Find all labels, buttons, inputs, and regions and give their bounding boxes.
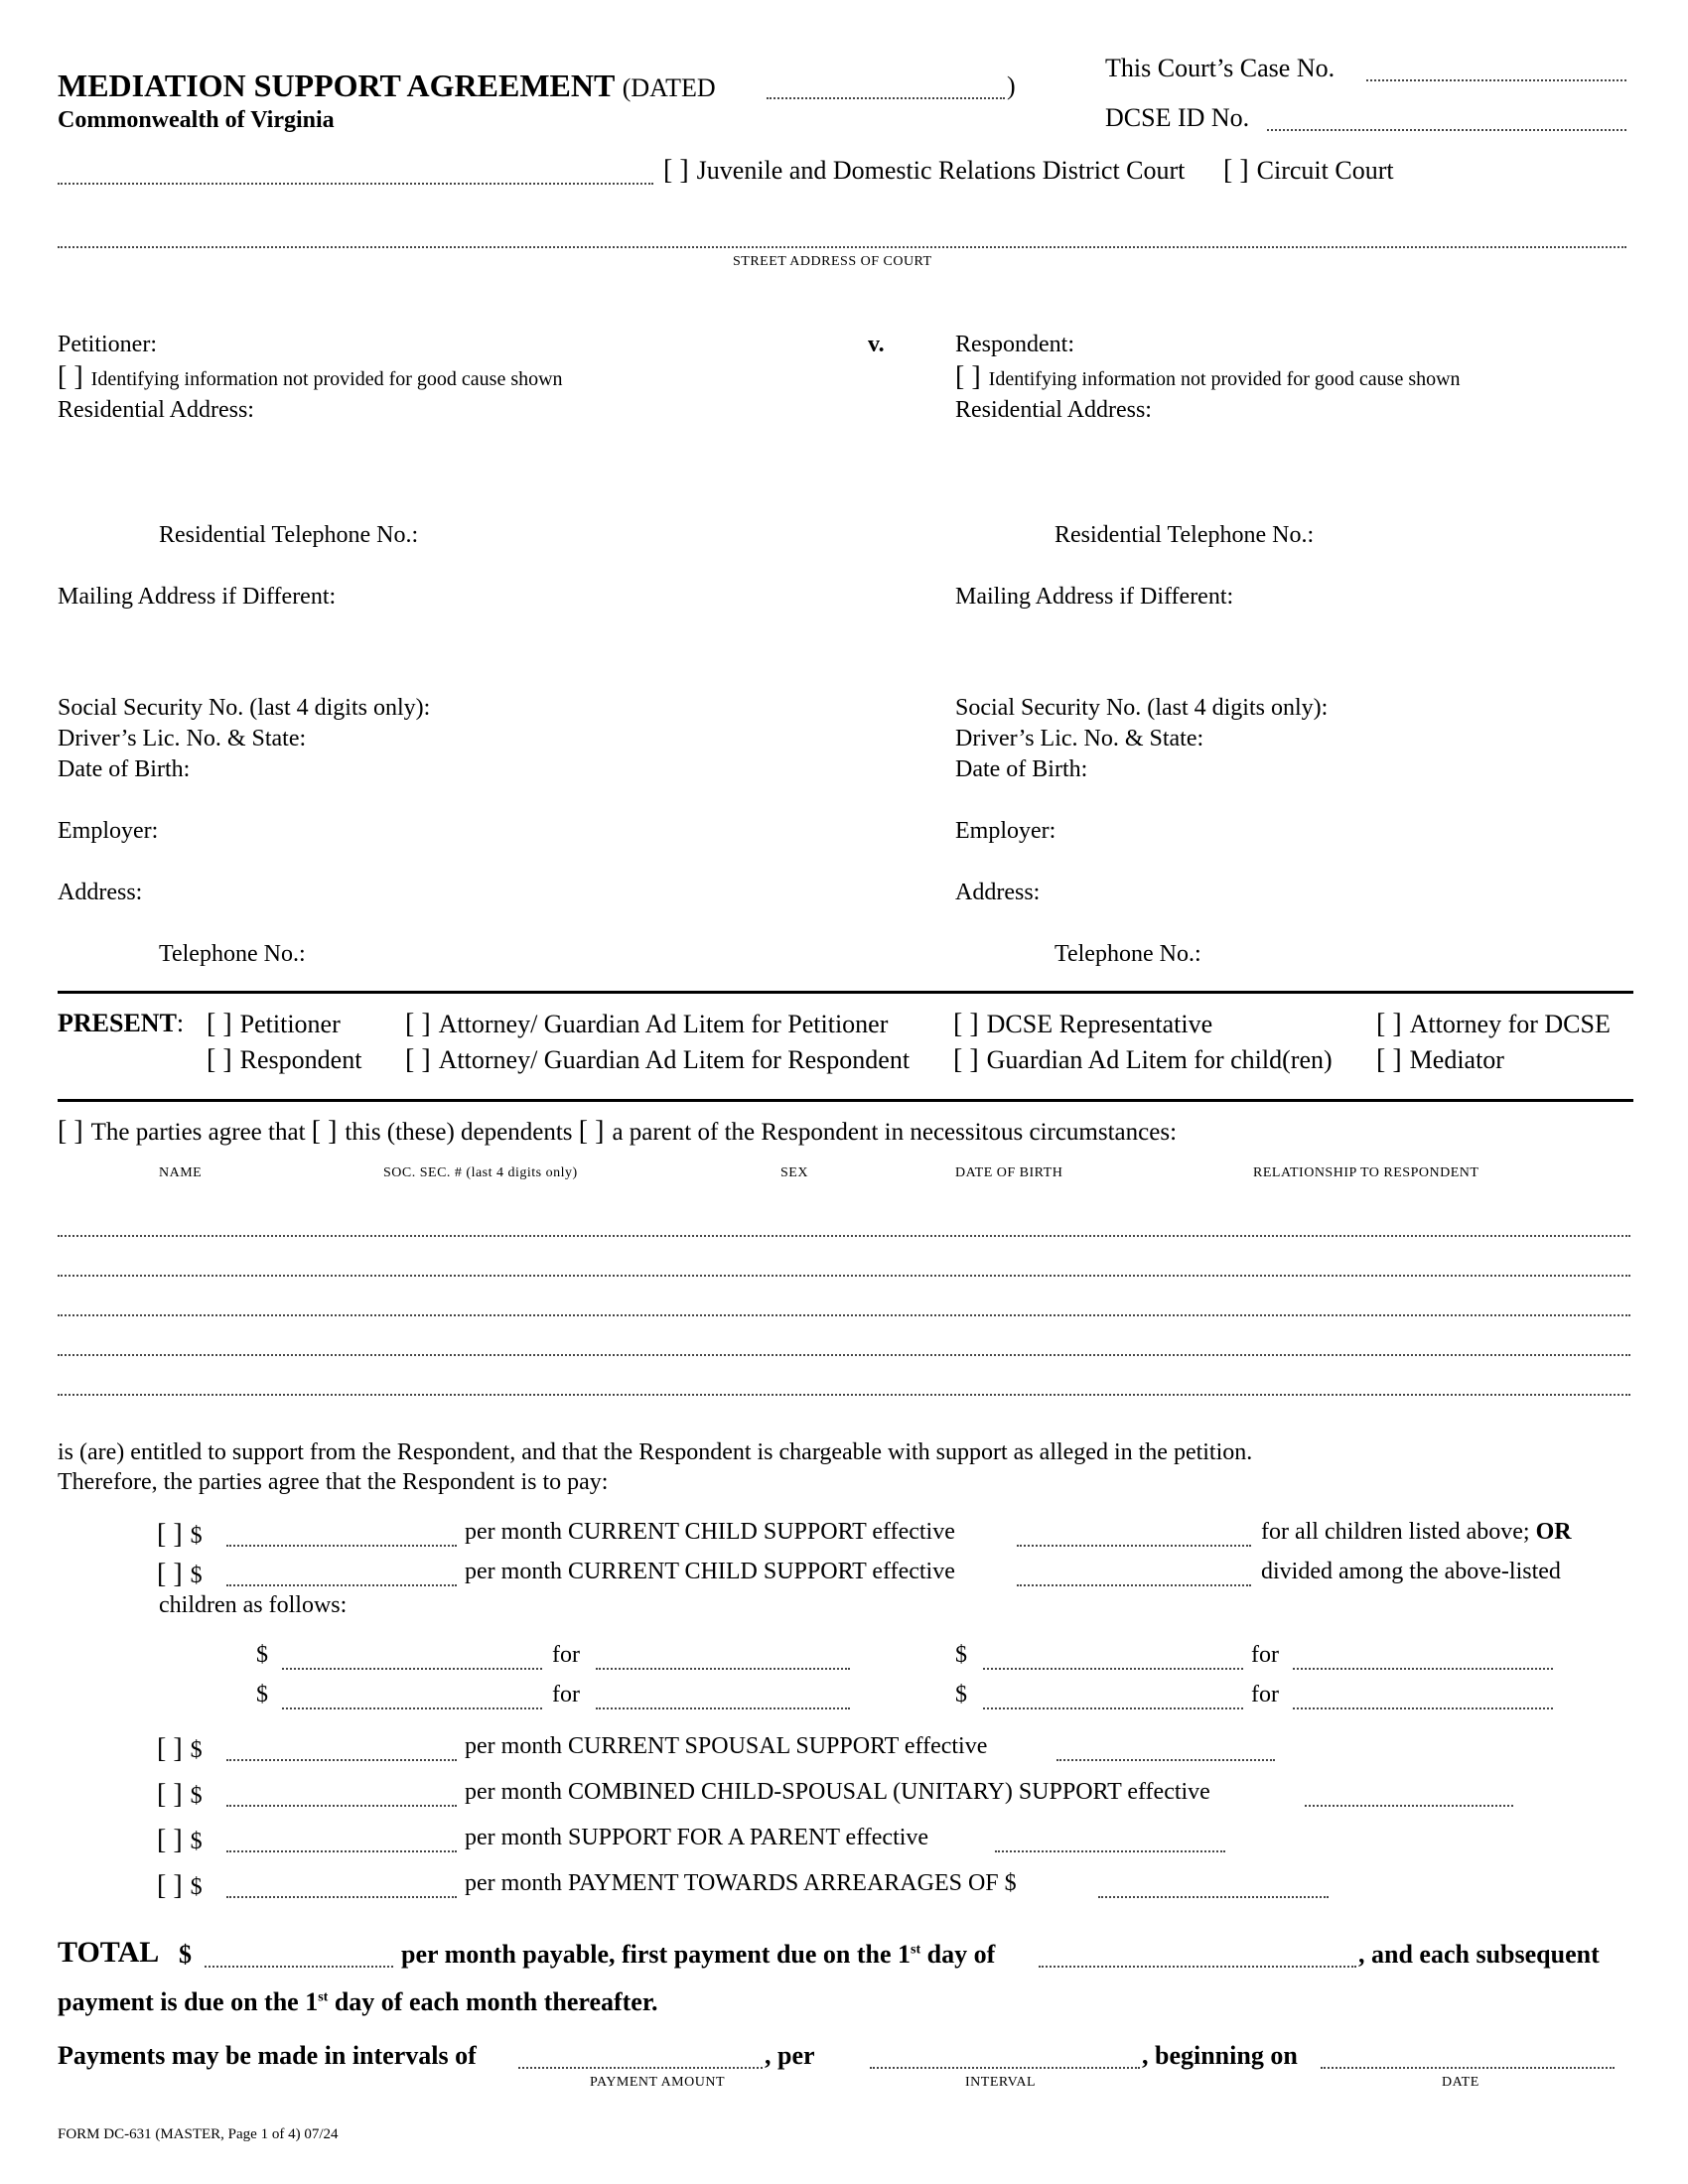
present-petitioner[interactable] — [207, 1009, 341, 1040]
form-footer: FORM DC-631 (MASTER, Page 1 of 4) 07/24 — [58, 2126, 339, 2142]
total-amount[interactable] — [205, 1966, 393, 1968]
agree-b: this (these) dependents — [345, 1119, 573, 1146]
present-gal-child-checkbox[interactable]: [ ] — [953, 1044, 979, 1075]
total-text1: per month payable, first payment due on the 1 — [401, 1940, 912, 1969]
ccs-all-option[interactable] — [157, 1519, 203, 1551]
petitioner-res-tel: Residential Telephone No.: — [159, 522, 419, 548]
case-no-label: This Court’s Case No. — [1105, 54, 1336, 82]
circuit-option[interactable] — [1223, 155, 1394, 187]
arrears-total[interactable] — [1098, 1896, 1329, 1898]
spousal-label: per month CURRENT SPOUSAL SUPPORT effective — [465, 1733, 988, 1759]
present-petitioner-checkbox[interactable]: [ ] — [207, 1009, 232, 1039]
col-sex: SEX — [780, 1165, 808, 1180]
petitioner-address: Address: — [58, 880, 143, 905]
ccs-div-checkbox[interactable]: [ ] — [157, 1559, 183, 1589]
respondent-employer: Employer: — [955, 818, 1056, 844]
agree-a: The parties agree that — [90, 1119, 306, 1146]
respondent-ident-label: Identifying information not provided for good cause shown — [988, 368, 1461, 390]
agree-checkbox[interactable]: [ ] — [58, 1116, 83, 1147]
unitary-option[interactable] — [157, 1779, 203, 1811]
dependent-row[interactable] — [58, 1235, 1630, 1237]
dependents-agree — [58, 1116, 1177, 1148]
petitioner-title: Petitioner: — [58, 332, 157, 357]
present-text: PRESENT — [58, 1009, 177, 1037]
petitioner-ident-option[interactable] — [58, 361, 563, 393]
ccs-or: OR — [1535, 1519, 1572, 1545]
dependent-row[interactable] — [58, 1275, 1630, 1277]
street-address-caption: STREET ADDRESS OF COURT — [733, 254, 932, 269]
respondent-res-addr: Residential Address: — [955, 397, 1152, 423]
present-gal-child[interactable] — [953, 1044, 1333, 1076]
total-text5: day of each month thereafter. — [334, 1987, 658, 2016]
present-mediator[interactable] — [1376, 1044, 1504, 1076]
arrears-option[interactable] — [157, 1870, 203, 1902]
circuit-label: Circuit Court — [1256, 156, 1394, 185]
petitioner-ident-checkbox[interactable]: [ ] — [58, 361, 83, 392]
subtitle: Commonwealth of Virginia — [58, 107, 335, 133]
ccs-all-dollar: $ — [190, 1523, 203, 1549]
present-dcse-rep-label: DCSE Representative — [986, 1010, 1213, 1038]
caption-interval: INTERVAL — [965, 2075, 1037, 2090]
payments-label: Payments may be made in intervals of — [58, 2041, 477, 2070]
ccs-all-children: for all children listed above; — [1261, 1519, 1530, 1545]
present-petitioner-label: Petitioner — [239, 1010, 341, 1038]
alloc-child[interactable] — [1293, 1707, 1553, 1709]
ccs-div-dollar: $ — [190, 1563, 203, 1588]
respondent-address: Address: — [955, 880, 1041, 905]
payments-per: , per — [765, 2041, 815, 2070]
col-ssn: SOC. SEC. # (last 4 digits only) — [383, 1165, 578, 1180]
present-dcse-rep-checkbox[interactable]: [ ] — [953, 1009, 979, 1039]
present-atty-resp-label: Attorney/ Guardian Ad Litem for Respondent — [438, 1045, 911, 1074]
present-dcse-rep[interactable] — [953, 1009, 1212, 1040]
alloc-child[interactable] — [1293, 1668, 1553, 1670]
dependent-row[interactable] — [58, 1354, 1630, 1356]
present-atty-pet[interactable] — [405, 1009, 888, 1040]
present-respondent[interactable] — [207, 1044, 361, 1076]
present-atty-pet-checkbox[interactable]: [ ] — [405, 1009, 431, 1039]
parent-support-dollar: $ — [190, 1829, 203, 1854]
petitioner-dob: Date of Birth: — [58, 756, 191, 782]
alloc-child[interactable] — [596, 1707, 850, 1709]
caption-date: DATE — [1442, 2075, 1479, 2090]
arrears-dollar: $ — [190, 1874, 203, 1900]
dcse-id-field[interactable] — [1267, 129, 1626, 131]
present-atty-dcse-checkbox[interactable]: [ ] — [1376, 1009, 1402, 1039]
spousal-option[interactable] — [157, 1733, 203, 1765]
ccs-all-label: per month CURRENT CHILD SUPPORT effective — [465, 1519, 955, 1545]
ccs-div-amount[interactable] — [226, 1584, 457, 1586]
present-respondent-checkbox[interactable]: [ ] — [207, 1044, 232, 1075]
respondent-title: Respondent: — [955, 332, 1074, 357]
col-name: NAME — [159, 1165, 203, 1180]
alloc-dollar: $ — [256, 1682, 268, 1707]
entitled-line1: is (are) entitled to support from the Respondent, and that the Respondent is chargeable with support as alleged in the petition. — [58, 1439, 1253, 1465]
street-address-field[interactable] — [58, 246, 1626, 248]
petitioner-tel: Telephone No.: — [159, 941, 306, 967]
unitary-effective[interactable] — [1305, 1805, 1513, 1807]
payments-beginning: , beginning on — [1142, 2041, 1298, 2070]
respondent-dob: Date of Birth: — [955, 756, 1088, 782]
ccs-divided: divided among the above-listed — [1261, 1559, 1561, 1584]
respondent-ident-checkbox[interactable]: [ ] — [955, 361, 981, 392]
total-dollar: $ — [179, 1940, 192, 1969]
respondent-tel: Telephone No.: — [1055, 941, 1201, 967]
present-colon: : — [176, 1009, 185, 1037]
present-atty-dcse-label: Attorney for DCSE — [1409, 1010, 1611, 1038]
payment-amount[interactable] — [518, 2067, 763, 2069]
present-atty-resp[interactable] — [405, 1044, 910, 1076]
alloc-dollar: $ — [955, 1642, 967, 1668]
total-text2: day of — [926, 1940, 996, 1969]
petitioner-employer: Employer: — [58, 818, 159, 844]
jdr-option[interactable] — [663, 155, 1185, 187]
ccs-div-label: per month CURRENT CHILD SUPPORT effective — [465, 1559, 955, 1584]
total-text — [401, 1940, 995, 1970]
unitary-checkbox[interactable]: [ ] — [157, 1779, 183, 1810]
alloc-for: for — [1251, 1642, 1279, 1668]
case-no-field[interactable] — [1366, 79, 1626, 81]
ccs-all-checkbox[interactable]: [ ] — [157, 1519, 183, 1550]
present-gal-child-label: Guardian Ad Litem for child(ren) — [986, 1045, 1333, 1074]
dependent-row[interactable] — [58, 1314, 1630, 1316]
unitary-amount[interactable] — [226, 1805, 457, 1807]
dcse-id-label: DCSE ID No. — [1105, 103, 1250, 132]
ccs-div-option[interactable] — [157, 1559, 203, 1590]
ccs-all-amount[interactable] — [226, 1545, 457, 1547]
ccs-div-effective[interactable] — [1017, 1584, 1251, 1586]
dependent-row[interactable] — [58, 1394, 1630, 1396]
parent-support-checkbox[interactable]: [ ] — [157, 1825, 183, 1855]
petitioner-ssn: Social Security No. (last 4 digits only): — [58, 695, 431, 721]
present-atty-dcse[interactable] — [1376, 1009, 1611, 1040]
spousal-amount[interactable] — [226, 1759, 457, 1761]
unitary-label: per month COMBINED CHILD-SPOUSAL (UNITARY) SUPPORT effective — [465, 1779, 1210, 1805]
arrears-amount[interactable] — [226, 1896, 457, 1898]
petitioner-ident-label: Identifying information not provided for good cause shown — [90, 368, 563, 390]
present-mediator-checkbox[interactable]: [ ] — [1376, 1044, 1402, 1075]
parent-support-label: per month SUPPORT FOR A PARENT effective — [465, 1825, 929, 1850]
children-follows: children as follows: — [159, 1592, 348, 1618]
form-title — [58, 68, 716, 104]
spousal-effective[interactable] — [1056, 1759, 1275, 1761]
present-respondent-label: Respondent — [239, 1045, 362, 1074]
versus: v. — [868, 332, 885, 357]
petitioner-dl: Driver’s Lic. No. & State: — [58, 726, 307, 751]
dated-close: ) — [1007, 71, 1016, 100]
respondent-res-tel: Residential Telephone No.: — [1055, 522, 1315, 548]
present-atty-resp-checkbox[interactable]: [ ] — [405, 1044, 431, 1075]
parent-support-option[interactable] — [157, 1825, 203, 1856]
dependents-checkbox[interactable]: [ ] — [311, 1116, 338, 1147]
total-st2: st — [318, 1989, 329, 2005]
parent-checkbox[interactable]: [ ] — [578, 1116, 605, 1147]
spousal-dollar: $ — [190, 1737, 203, 1763]
alloc-dollar: $ — [256, 1642, 268, 1668]
title-text: MEDIATION SUPPORT AGREEMENT — [58, 68, 615, 103]
total-text3: , and each subsequent — [1358, 1940, 1600, 1969]
dated-field[interactable] — [767, 97, 1005, 99]
total-label: TOTAL — [58, 1936, 160, 1969]
jdr-checkbox[interactable]: [ ] — [663, 155, 689, 186]
present-atty-pet-label: Attorney/ Guardian Ad Litem for Petitioner — [438, 1010, 889, 1038]
respondent-mail-addr: Mailing Address if Different: — [955, 584, 1234, 610]
present-mediator-label: Mediator — [1409, 1045, 1504, 1074]
alloc-amount[interactable] — [282, 1707, 542, 1709]
alloc-amount[interactable] — [983, 1668, 1243, 1670]
respondent-ident-option[interactable] — [955, 361, 1461, 393]
payment-begin-date[interactable] — [1321, 2067, 1615, 2069]
parent-support-effective[interactable] — [995, 1850, 1225, 1852]
circuit-checkbox[interactable]: [ ] — [1223, 155, 1249, 186]
total-line2 — [58, 1987, 658, 2017]
alloc-amount[interactable] — [983, 1707, 1243, 1709]
respondent-ssn: Social Security No. (last 4 digits only): — [955, 695, 1329, 721]
spousal-checkbox[interactable]: [ ] — [157, 1733, 183, 1764]
petitioner-mail-addr: Mailing Address if Different: — [58, 584, 337, 610]
divider-bottom — [58, 1099, 1633, 1102]
alloc-amount[interactable] — [282, 1668, 542, 1670]
ccs-all-tail — [1261, 1519, 1572, 1546]
total-text4: payment is due on the 1 — [58, 1987, 319, 2016]
payment-interval[interactable] — [870, 2067, 1140, 2069]
arrears-label: per month PAYMENT TOWARDS ARREARAGES OF $ — [465, 1870, 1017, 1896]
petitioner-res-addr: Residential Address: — [58, 397, 254, 423]
present-label — [58, 1009, 184, 1038]
agree-c: a parent of the Respondent in necessitous circumstances: — [612, 1119, 1178, 1146]
col-dob: DATE OF BIRTH — [955, 1165, 1063, 1180]
col-relationship: RELATIONSHIP TO RESPONDENT — [1253, 1165, 1479, 1180]
alloc-child[interactable] — [596, 1668, 850, 1670]
respondent-dl: Driver’s Lic. No. & State: — [955, 726, 1204, 751]
first-payment-month[interactable] — [1039, 1966, 1356, 1968]
caption-amount: PAYMENT AMOUNT — [590, 2075, 726, 2090]
arrears-checkbox[interactable]: [ ] — [157, 1870, 183, 1901]
entitled-line2: Therefore, the parties agree that the Respondent is to pay: — [58, 1469, 609, 1495]
alloc-for: for — [552, 1682, 580, 1707]
dated-label: (DATED — [622, 73, 716, 102]
ccs-all-effective[interactable] — [1017, 1545, 1251, 1547]
court-name-field[interactable] — [58, 183, 653, 185]
jdr-label: Juvenile and Domestic Relations District Court — [696, 156, 1186, 185]
divider-top — [58, 991, 1633, 994]
alloc-dollar: $ — [955, 1682, 967, 1707]
unitary-dollar: $ — [190, 1783, 203, 1809]
alloc-for: for — [552, 1642, 580, 1668]
total-st: st — [911, 1942, 921, 1958]
parent-support-amount[interactable] — [226, 1850, 457, 1852]
alloc-for: for — [1251, 1682, 1279, 1707]
